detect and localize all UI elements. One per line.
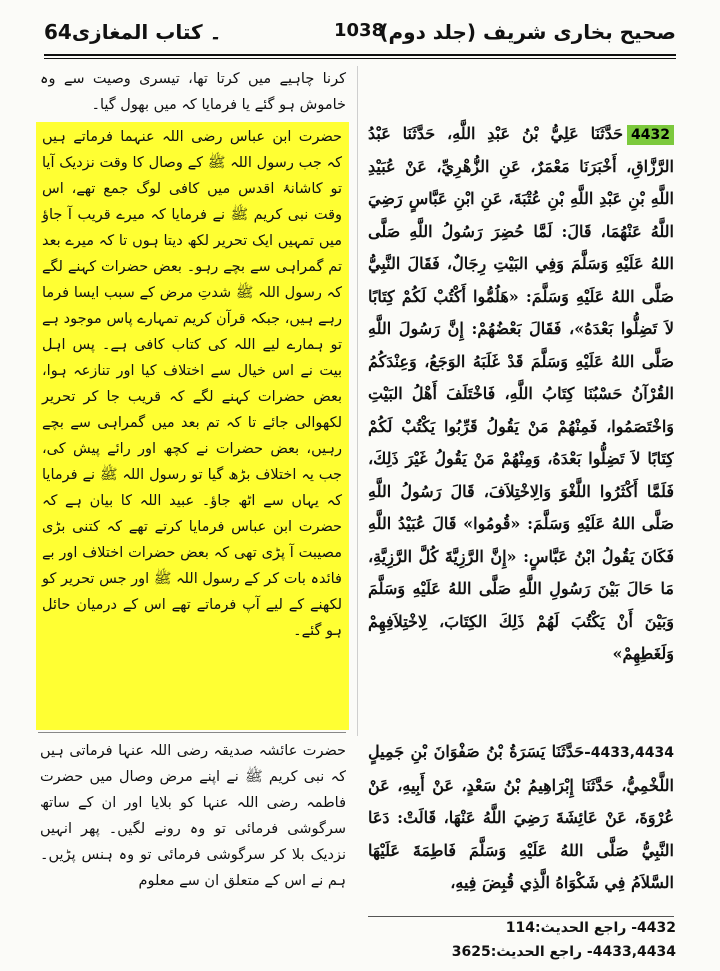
hadith-4432-arabic bbox=[368, 118, 674, 678]
hadith-4433-arabic: 4433,4434-حَدَّثَنَا يَسَرَةُ بْنُ صَفْوَانَ بْنِ جَمِيلٍ اللَّخْمِيُّ، حَدَّثَنَا إِبْرَاهِيمُ بْنُ سَعْدٍ، عَنْ أَبِيهِ، عَنْ عُرْوَةَ، عَنْ عَائِشَةَ رَضِيَ اللَّهُ عَنْهَا، قَالَتْ: دَعَا النَّبِيُّ صَلَّى اللهُ عَلَيْهِ وَسَلَّمَ فَاطِمَةَ عَلَيْهَا السَّلاَمُ فِي شَكْوَاهُ الَّذِي قُبِضَ فِيهِ، bbox=[368, 742, 674, 892]
urdu-continuation: کرنا چاہیے میں کرتا تھا، تیسری وصیت سے وہ خاموش ہو گئے یا فرمایا کہ میں بھول گیا۔ bbox=[40, 71, 346, 113]
column-divider bbox=[357, 66, 358, 736]
header-rule bbox=[44, 54, 676, 56]
chapter-title: 64۔ کتاب المغازی bbox=[44, 20, 222, 44]
hadith-4432-arabic-text: حَدَّثَنَا عَلِيُّ بْنُ عَبْدِ اللَّهِ، حَدَّثَنَا عَبْدُ الرَّزَّاقِ، أَخْبَرَنَا مَعْمَرٌ، عَنِ الزُّهْرِيِّ، عَنْ عُبَيْدِ اللَّهِ بْنِ عَبْدِ اللَّهِ بْنِ عُتْبَةَ، عَنِ ابْنِ عَبَّاسٍ رَضِيَ اللَّهُ عَنْهُمَا، قَالَ: لَمَّا حُضِرَ رَسُولُ اللَّهِ صَلَّى اللهُ عَلَيْهِ وَسَلَّمَ وَفِي البَيْتِ رِجَالٌ، فَقَالَ النَّبِيُّ صَلَّى اللهُ عَلَيْهِ وَسَلَّمَ: «هَلُمُّوا أَكْتُبْ لَكُمْ كِتَابًا لاَ تَضِلُّوا بَعْدَهُ»، فَقَالَ بَعْضُهُمْ: إِنَّ رَسُولَ اللَّهِ صَلَّى اللهُ عَلَيْهِ وَسَلَّمَ قَدْ غَلَبَهُ الوَجَعُ، وَعِنْدَكُمُ القُرْآنُ حَسْبُنَا كِتَابُ اللَّهِ، فَاخْتَلَفَ أَهْلُ البَيْتِ وَاخْتَصَمُوا، فَمِنْهُمْ مَنْ يَقُولُ قَرِّبُوا يَكْتُبْ لَكُمْ كِتَابًا لاَ تَضِلُّوا بَعْدَهُ، وَمِنْهُمْ مَنْ يَقُولُ غَيْرَ ذَلِكَ، فَلَمَّا أَكْثَرُوا اللَّغْوَ وَالِاخْتِلاَفَ، قَالَ رَسُولُ اللَّهِ صَلَّى اللهُ عَلَيْهِ وَسَلَّمَ: «قُومُوا» قَالَ عُبَيْدُ اللَّهِ فَكَانَ يَقُولُ ابْنُ عَبَّاسٍ: «إِنَّ الرَّزِيَّةَ كُلَّ الرَّزِيَّةِ، مَا حَالَ بَيْنَ رَسُولِ اللَّهِ صَلَّى اللهُ عَلَيْهِ وَسَلَّمَ وَبَيْنَ أَنْ يَكْتُبَ لَهُمْ ذَلِكَ الكِتَابَ، لِاخْتِلاَفِهِمْ وَلَغَطِهِمْ» bbox=[368, 124, 674, 663]
footnote-1: 4432- راجع الحدیث:114 bbox=[505, 920, 676, 936]
page-number: 1038 bbox=[334, 20, 385, 41]
hadith-4432-translation: حضرت ابن عباس رضی اللہ عنہما فرماتے ہیں کہ جب رسول اللہ ﷺ کے وصال کا وقت نزدیک آیا تو کاشانۂ اقدس میں کافی لوگ جمع تھے، اس وقت نبی کریم ﷺ نے فرمایا کہ میرے قریب آ جاؤ میں تمہیں ایک تحریر لکھ دیتا ہوں تا کہ میرے بعد تم گمراہی سے بچے رہو۔ بعض حضرات کہنے لگے کہ رسول اللہ ﷺ شدتِ مرض کے سبب ایسا فرما رہے ہیں، جبکہ قرآن کریم تمہارے پاس موجود ہے تو ہمارے لیے اللہ کی کتاب کافی ہے۔ پس اہل بیت نے اس خیال سے اختلاف کیا اور تنازعہ ہوا، بعض حضرات کہنے لگے کہ قریب جا کر تحریر لکھوالی جائے تا کہ تم بعد میں گمراہی سے بچے رہیں، بعض حضرات نے کچھ اور رائے پیش کی، جب یہ اختلاف بڑھ گیا تو رسول اللہ ﷺ نے فرمایا کہ یہاں سے اٹھ جاؤ۔ عبید اللہ کا بیان ہے کہ حضرت ابن عباس فرمایا کرتے تھے کہ کتنی بڑی مصیبت آ پڑی تھی کہ بعض حضرات اختلاف اور بے فائدہ بات کر کے رسول اللہ ﷺ اور جس تحریر کو لکھنے کے لیے آپ فرماتے تھے اس کے درمیان حائل ہو گئے۔ bbox=[42, 129, 342, 639]
section-separator bbox=[38, 732, 346, 733]
hadith-4433-arabic-text: حَدَّثَنَا يَسَرَةُ بْنُ صَفْوَانَ بْنِ جَمِيلٍ اللَّخْمِيُّ، حَدَّثَنَا إِبْرَاهِيمُ بْنُ سَعْدٍ، عَنْ أَبِيهِ، عَنْ عُرْوَةَ، عَنْ عَائِشَةَ رَضِيَ اللَّهُ عَنْهَا، قَالَتْ: دَعَا النَّبِيُّ صَلَّى اللهُ عَلَيْهِ وَسَلَّمَ فَاطِمَةَ عَلَيْهَا السَّلاَمُ فِي شَكْوَاهُ الَّذِي قُبِضَ فِيهِ، bbox=[368, 742, 674, 892]
header-rule-thin bbox=[44, 58, 676, 59]
page-header bbox=[44, 14, 676, 54]
hadith-number-badge: 4432 bbox=[627, 125, 674, 145]
book-title: صحيح بخاری شريف (جلد دوم) bbox=[379, 20, 676, 44]
hadith-4433-translation: حضرت عائشہ صدیقہ رضی اللہ عنہا فرماتی ہیں کہ نبی کریم ﷺ نے اپنے مرض وصال میں حضرت فاطمہ رضی اللہ عنہا کو بلایا اور ان کے ساتھ سرگوشی فرمائی تو وہ رونے لگیں۔ پھر انہیں نزدیک بلا کر سرگوشی فرمائی تو وہ ہنس پڑیں۔ ہم نے اس کے متعلق ان سے معلوم bbox=[40, 743, 346, 889]
footnote-rule bbox=[368, 916, 674, 917]
footnote-2: 4433,4434- راجع الحدیث:3625 bbox=[451, 944, 676, 960]
hadith-number-2: 4433,4434 bbox=[590, 745, 674, 761]
